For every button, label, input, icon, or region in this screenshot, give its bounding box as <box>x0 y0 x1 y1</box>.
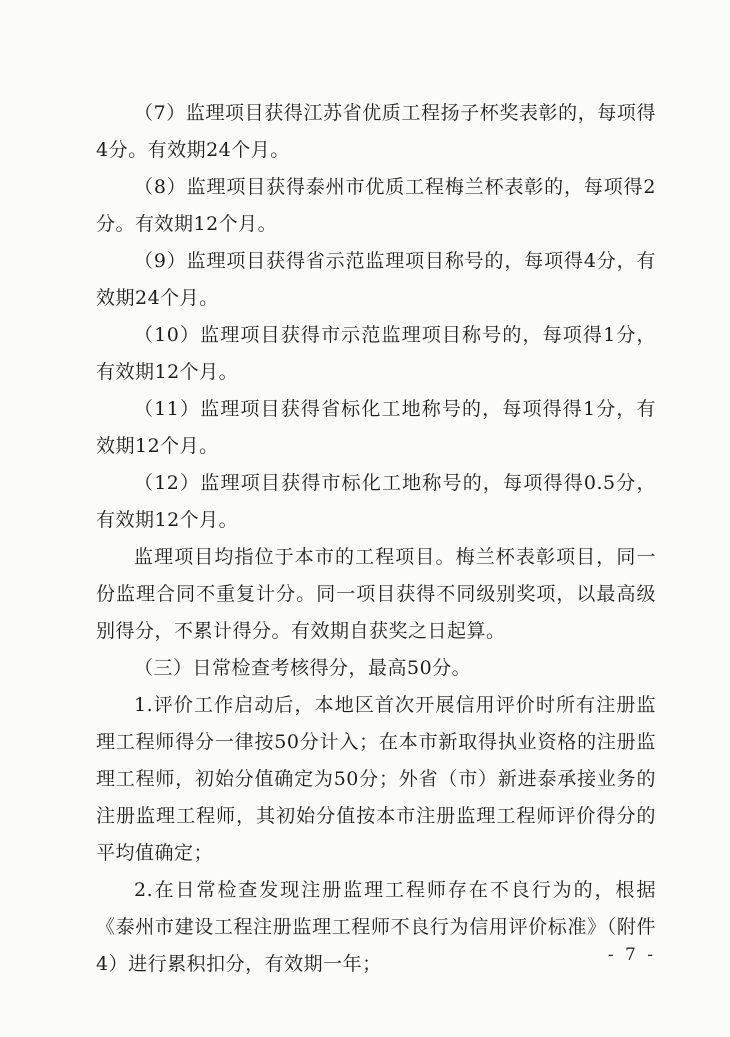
paragraph-item-11: （11）监理项目获得省标化工地称号的，每项得得1分，有效期12个月。 <box>96 398 656 457</box>
paragraph-item-10: （10）监理项目获得市示范监理项目称号的，每项得1分，有效期12个月。 <box>96 324 656 383</box>
page-number: - 7 - <box>607 945 656 965</box>
paragraph-item-8: （8）监理项目获得泰州市优质工程梅兰杯表彰的，每项得2分。有效期12个月。 <box>96 176 656 235</box>
paragraph-rule-2: 2.在日常检查发现注册监理工程师存在不良行为的，根据《泰州市建设工程注册监理工程师不良行为信用评价标准》（附件4）进行累积扣分，有效期一年； <box>96 879 656 975</box>
paragraph-note: 监理项目均指位于本市的工程项目。梅兰杯表彰项目，同一份监理合同不重复计分。同一项目获得不同级别奖项，以最高级别得分，不累计得分。有效期自获奖之日起算。 <box>96 546 656 642</box>
document-body <box>96 95 656 983</box>
paragraph-item-12: （12）监理项目获得市标化工地称号的，每项得得0.5分，有效期12个月。 <box>96 472 656 531</box>
paragraph-rule-1: 1.评价工作启动后，本地区首次开展信用评价时所有注册监理工程师得分一律按50分计入；在本市新取得执业资格的注册监理工程师，初始分值确定为50分；外省（市）新进泰承接业务的注册监理工程师，其初始分值按本市注册监理工程师评价得分的平均值确定； <box>96 694 656 864</box>
paragraph-item-7: （7）监理项目获得江苏省优质工程扬子杯奖表彰的，每项得4分。有效期24个月。 <box>96 102 656 161</box>
section-heading-3: （三）日常检查考核得分，最高50分。 <box>134 657 472 679</box>
paragraph-item-9: （9）监理项目获得省示范监理项目称号的，每项得4分，有效期24个月。 <box>96 250 656 309</box>
